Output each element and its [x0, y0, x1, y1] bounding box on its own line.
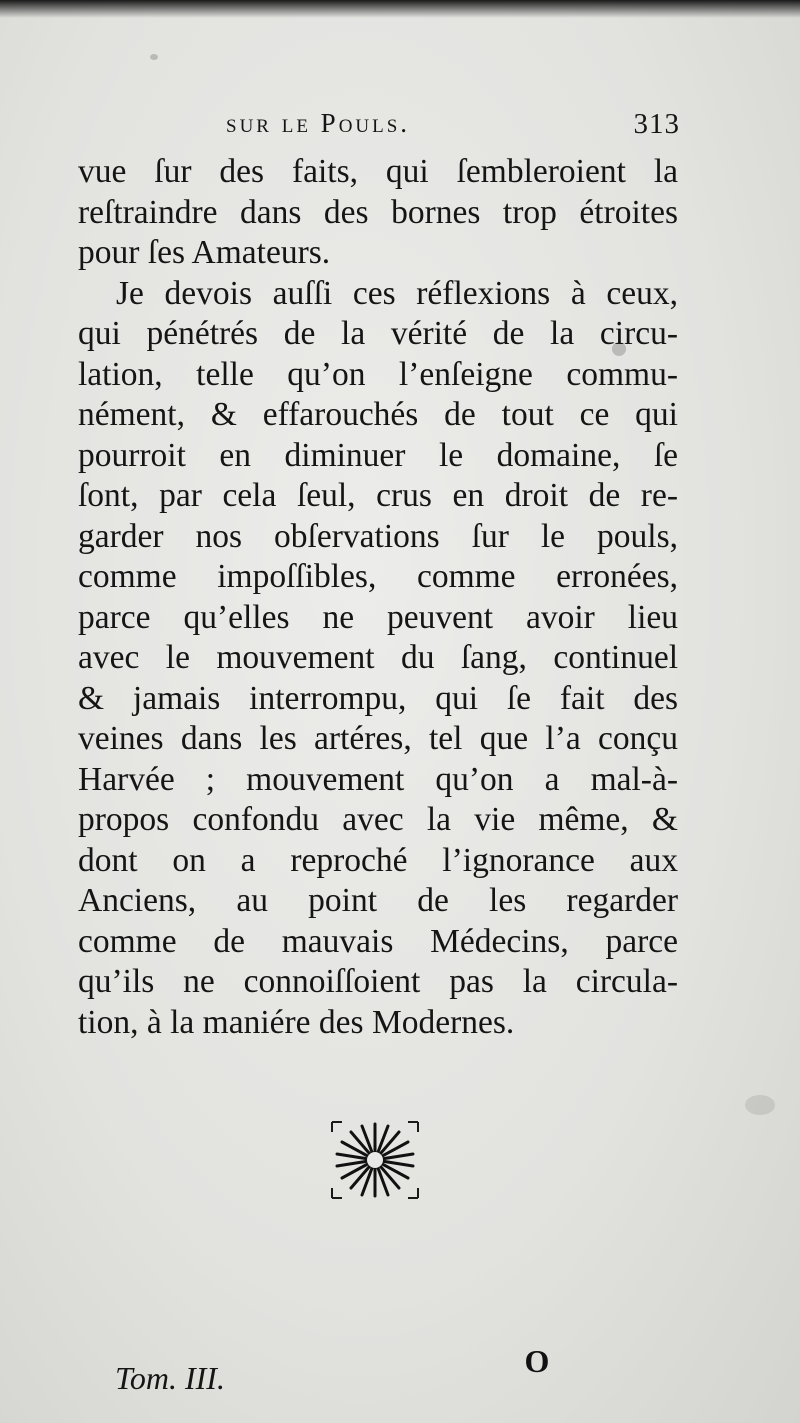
paragraph-2 — [78, 274, 678, 1044]
catchword-glyph — [518, 1342, 556, 1378]
text-line: vue ſur des faits, qui ſembleroient la — [78, 153, 678, 190]
body-text — [78, 152, 678, 1043]
text-line: Harvée ; mouvement qu’on a mal-à- — [78, 760, 678, 798]
text-line: parce qu’elles ne peuvent avoir lieu — [78, 598, 678, 636]
text-line: qui pénétrés de la vérité de la circu- — [78, 315, 678, 352]
text-line: ſont, par cela ſeul, crus en droit de re- — [78, 477, 678, 514]
text-line: propos confondu avec la vie même, & — [78, 801, 678, 838]
text-line: garder nos obſervations ſur le pouls, — [78, 517, 678, 555]
page-number: 313 — [633, 108, 680, 140]
signature-mark: Tom. III. — [115, 1360, 225, 1396]
text-line: pour ſes Amateurs. — [78, 234, 331, 271]
text-line: lation, telle qu’on l’enſeigne commu- — [78, 355, 678, 393]
text-line: Je devois auſſi ces réflexions à ceux, — [116, 274, 678, 312]
paragraph-1 — [78, 152, 678, 274]
text-line: comme de mauvais Médecins, parce — [78, 922, 678, 960]
text-line: & jamais interrompu, qui ſe fait des — [78, 679, 678, 717]
text-line: veines dans les artéres, tel que l’a conçu — [78, 720, 678, 757]
text-line: reſtraindre dans des bornes trop étroites — [78, 193, 678, 231]
printer-ornament-icon — [330, 1118, 420, 1202]
page-header — [78, 108, 678, 144]
text-line: dont on a reproché l’ignorance aux — [78, 841, 678, 879]
scan-edge-shadow — [0, 0, 800, 18]
paper-speck — [745, 1095, 775, 1115]
text-line: pourroit en diminuer le domaine, ſe — [78, 436, 678, 474]
text-line: avec le mouvement du ſang, continuel — [78, 639, 678, 676]
text-line: comme impoſſibles, comme erronées, — [78, 558, 678, 595]
catchword-text: O — [524, 1343, 550, 1378]
running-head: sur le Pouls. — [226, 108, 411, 138]
text-line: Anciens, au point de les regarder — [78, 882, 678, 919]
text-line: tion, à la maniére des Modernes. — [78, 1003, 515, 1041]
text-line: nément, & effarouchés de tout ce qui — [78, 396, 678, 433]
paper-speck — [150, 54, 158, 60]
text-line: qu’ils ne connoiſſoient pas la circula- — [78, 963, 678, 1000]
